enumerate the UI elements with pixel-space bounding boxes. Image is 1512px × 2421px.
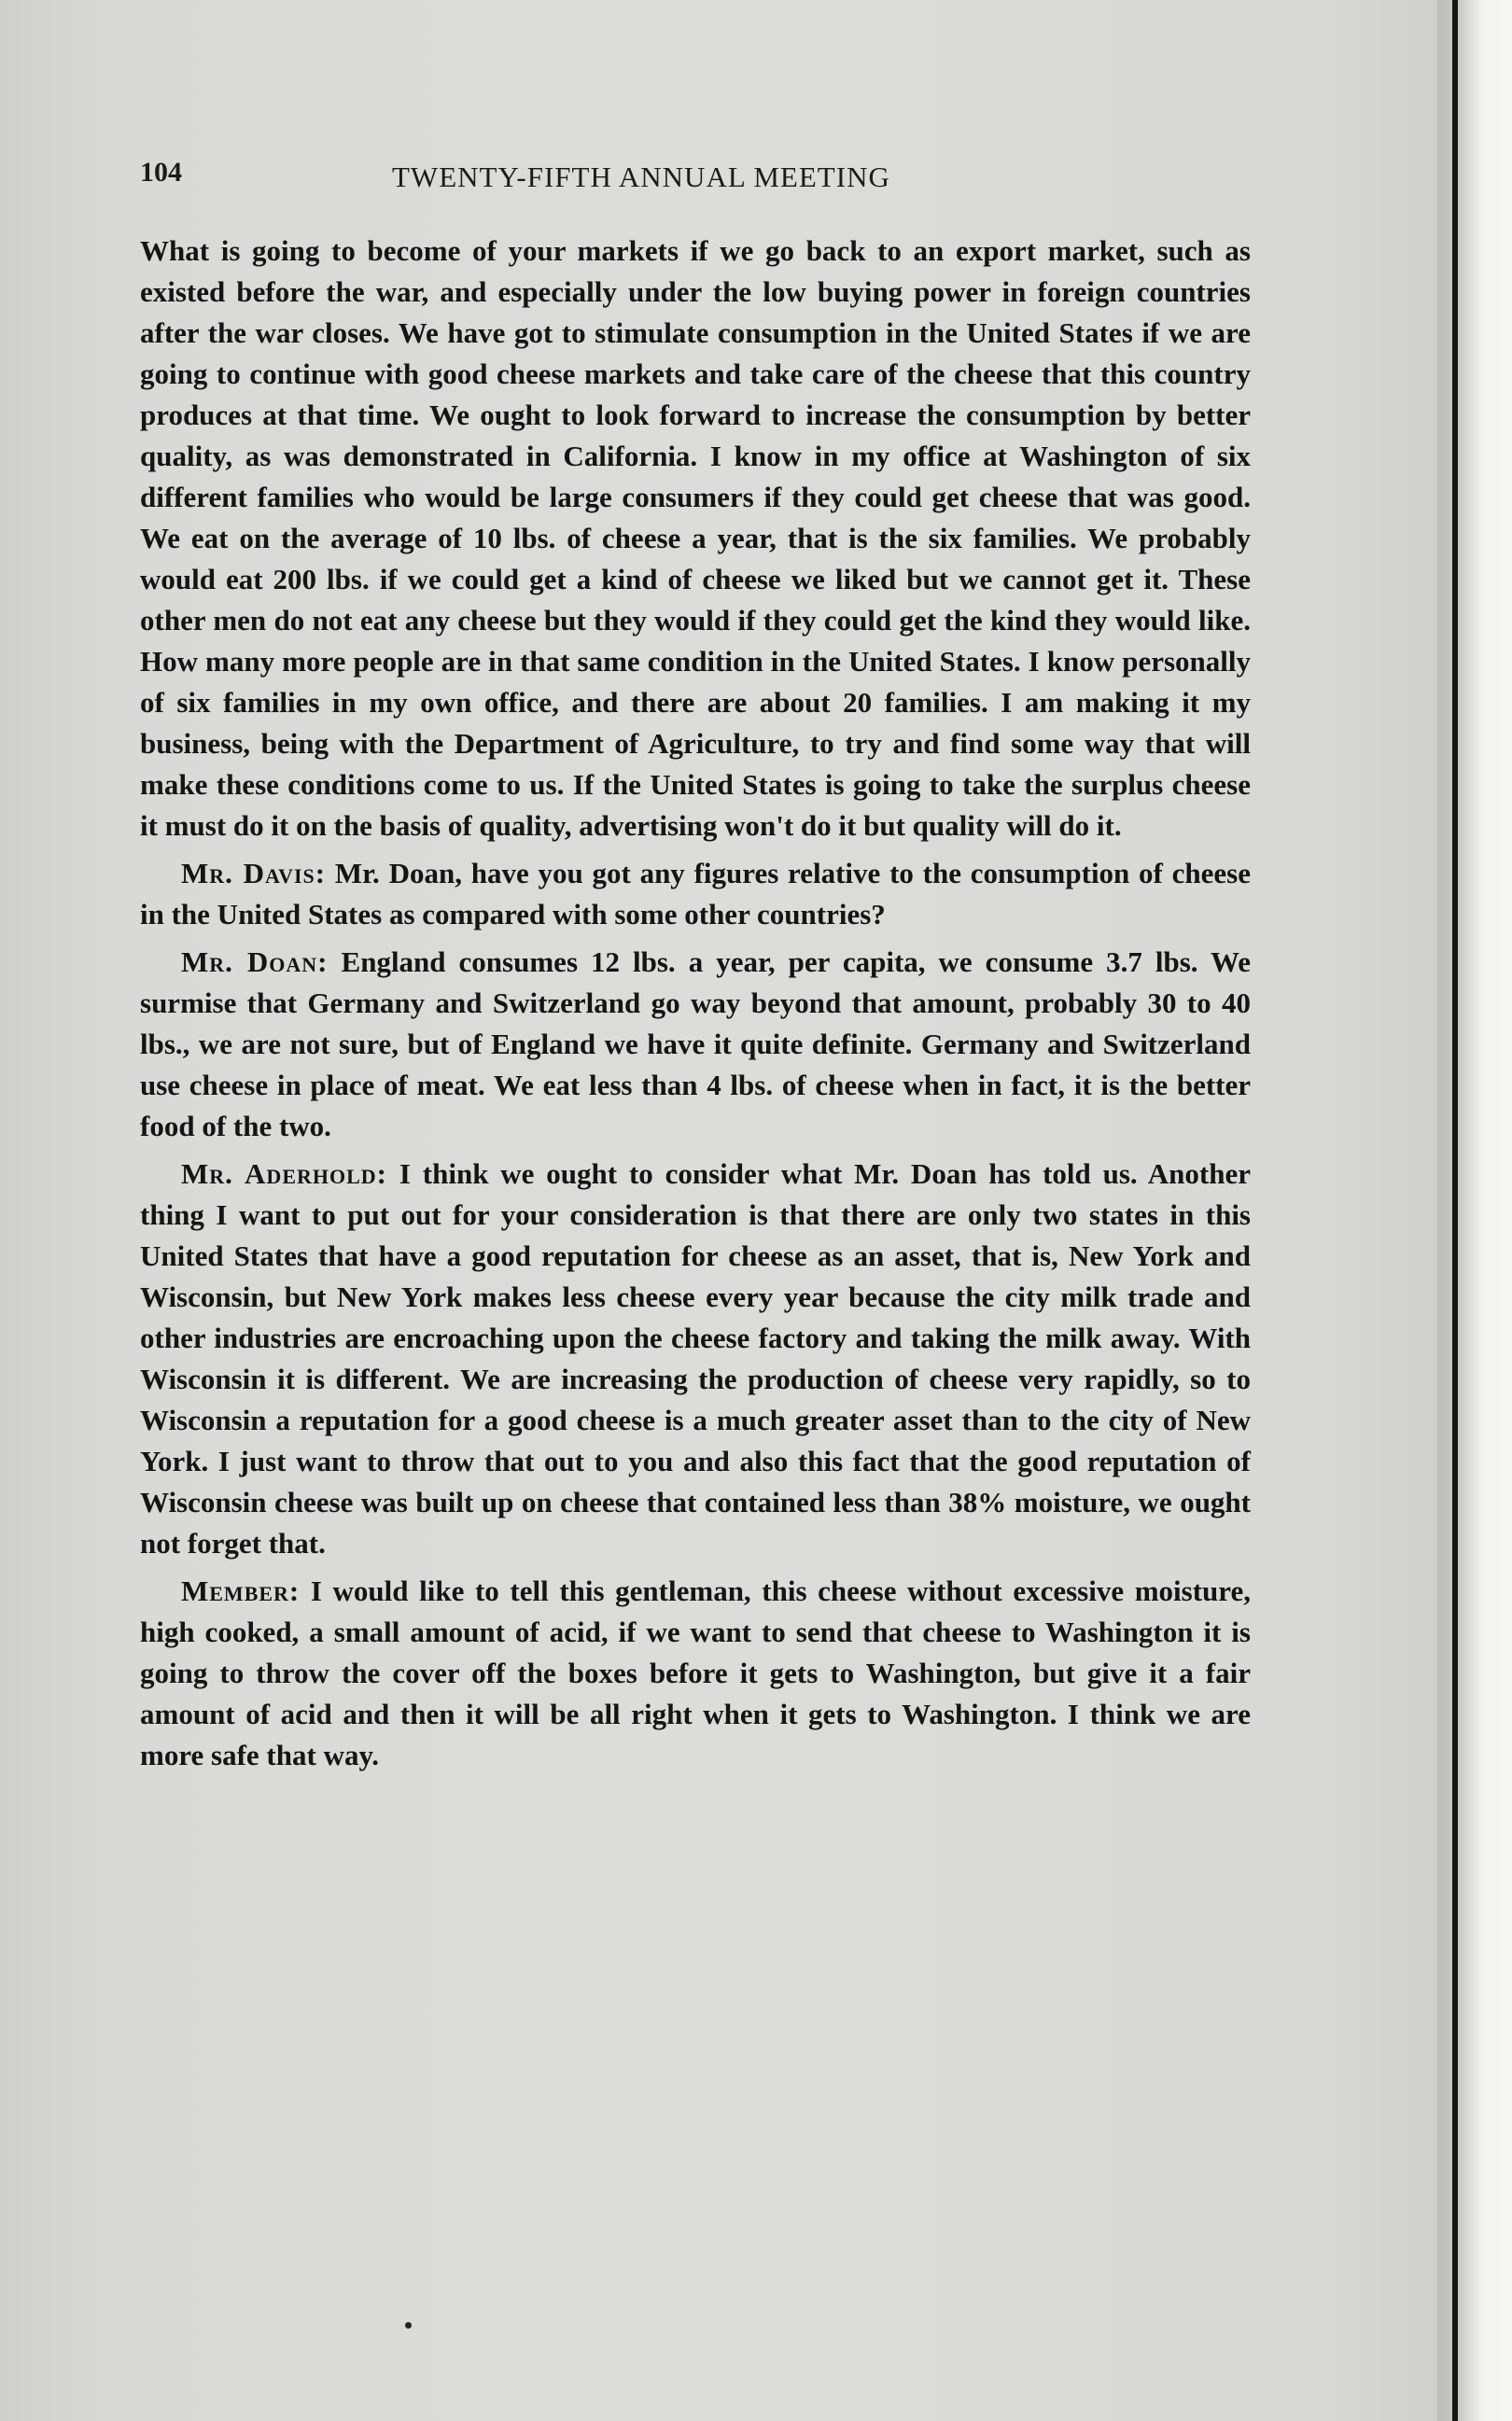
paragraph [140,1571,1251,1776]
page-header [140,157,1251,203]
paragraph [140,942,1251,1147]
page-number: 104 [140,157,182,188]
paragraph-text: I would like to tell this gentleman, this cheese without excessive moisture, high cooked, a small amount of acid, if we want to send that cheese to Washington it is going to throw the cover off the boxes before it gets to Washington, but give it a fair amount of acid and then it will be all right when it gets to Washington. I think we are more safe that way. [140,1574,1251,1771]
book-gutter [1437,0,1512,2421]
speaker-name: Mr. Davis: [181,857,327,889]
running-title: TWENTY-FIFTH ANNUAL MEETING [392,161,890,193]
page-edge-line [1452,0,1458,2421]
paragraph-text: I think we ought to consider what Mr. Doan has told us. Another thing I want to put out for your consideration is that there are only two states in this United States that have a good reputation for cheese as an asset, that is, New York and Wisconsin, but New York makes less cheese every year because the city milk trade and other industries are encroaching upon the cheese factory and taking the milk away. With Wisconsin it is different. We are increasing the production of cheese very rapidly, so to Wisconsin a reputation for a good cheese is a much greater asset than to the city of New York. I just want to throw that out to you and also this fact that the good reputation of Wisconsin cheese was built up on cheese that contained less than 38% moisture, we ought not forget that. [140,1157,1252,1560]
paragraph [140,231,1251,847]
speaker-name: Mr. Aderhold: [181,1157,387,1190]
paragraph [140,853,1251,935]
paragraph [140,1154,1251,1564]
paragraph-text: What is going to become of your markets if we go back to an export market, such as existed before the war, and especially under the low buying power in foreign countries after the war closes. We have got to stimulate consumption in the United States if we are going to continue with good cheese markets and take care of the cheese that this country produces at that time. We ought to look forward to increase the consumption by better quality, as was demonstrated in California. I know in my office at Washington of six different families who would be large consumers if they could get cheese that was good. We eat on the average of 10 lbs. of cheese a year, that is the six families. We probably would eat 200 lbs. if we could get a kind of cheese we liked but we cannot get it. These other men do not eat any cheese but they would if they could get the kind they would like. How many more people are in that same condition in the United States. I know personally of six families in my own office, and there are about 20 families. I am making it my business, being with the Department of Agriculture, to try and find some way that will make these conditions come to us. If the United States is going to take the surplus cheese it must do it on the basis of quality, advertising won't do it but quality will do it. [140,234,1251,842]
paragraph-text: Mr. Doan, have you got any figures relative to the consumption of cheese in the United States as compared with some other countries? [140,857,1251,931]
speaker-name: Member: [181,1574,301,1607]
speaker-name: Mr. Doan: [181,945,329,978]
body-text [140,231,1251,1783]
ink-speck [405,2322,412,2329]
paragraph-text: England consumes 12 lbs. a year, per capita, we consume 3.7 lbs. We surmise that Germany and Switzerland go way beyond that amount, probably 30 to 40 lbs., we are not sure, but of England we have it quite definite. Germany and Switzerland use cheese in place of meat. We eat less than 4 lbs. of cheese when in fact, it is the better food of the two. [140,945,1252,1142]
